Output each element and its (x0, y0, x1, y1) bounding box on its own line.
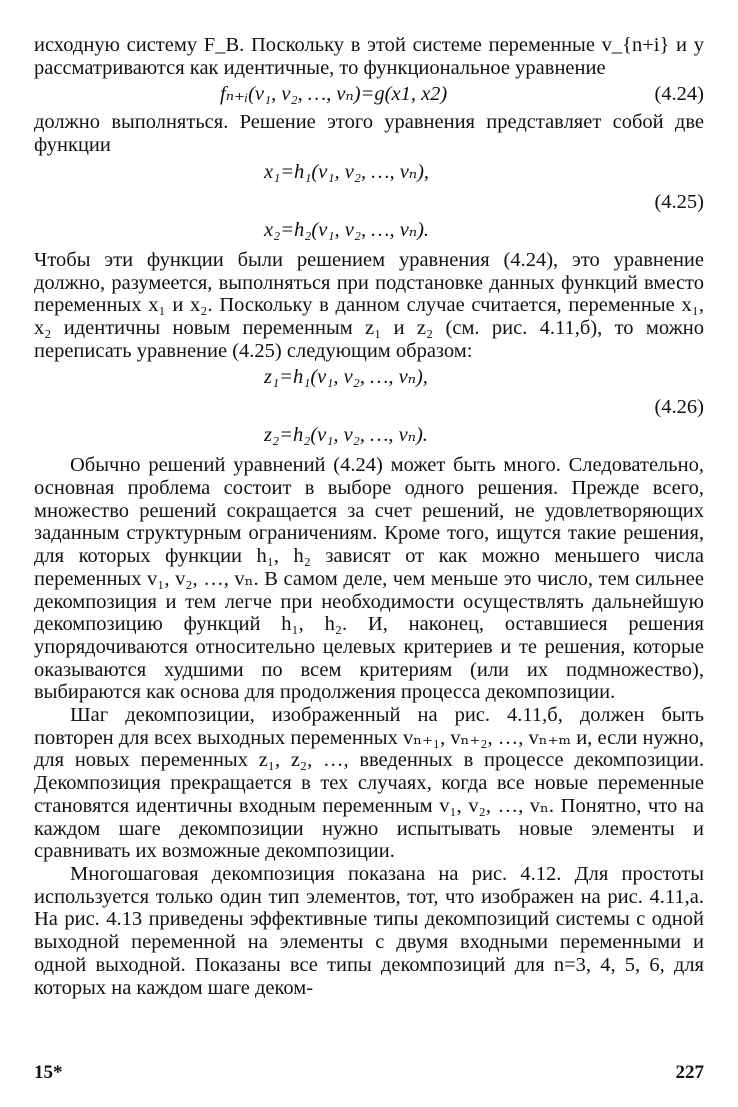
paragraph-1: исходную систему F_B. Поскольку в этой системе переменные v_{n+i} и y рассматриваются как идентичные, то функциональное уравнение (34, 34, 704, 79)
equation-number: (4.26) (654, 396, 704, 419)
paragraph-2: должно выполняться. Решение этого уравнения представляет собой две функции (34, 111, 704, 157)
equation-line-2: z₂=h₂(v₁, v₂, …, vₙ). (264, 424, 428, 447)
page-number: 227 (675, 1062, 704, 1083)
page-body (34, 34, 704, 999)
paragraph-3: Чтобы эти функции были решением уравнения (4.24), это уравнение должно, разумеется, выполняться при подстановке данных функций вместо переменных x₁ и x₂. Поскольку в данном случае считается, переменные x₁, x₂ идентичны новым переменным z₁ и z₂ (см. рис. 4.11,б), то можно переписать уравнение (4.25) следующим образом: (34, 248, 704, 362)
equation-line-1: x₁=h₁(v₁, v₂, …, vₙ), (264, 160, 430, 183)
signature-mark: 15* (34, 1062, 63, 1083)
equation-number: (4.25) (654, 190, 704, 213)
equation-line-2: x₂=h₂(v₁, v₂, …, vₙ). (264, 218, 430, 241)
equation-number: (4.24) (654, 83, 704, 106)
paragraph-6: Многошаговая декомпозиция показана на рис. 4.12. Для простоты используется только один тип элементов, тот, что изображен на рис. 4.11,а. На рис. 4.13 приведены эффективные типы декомпозиций системы с одной выходной переменной на элементы с двумя входными переменными и одной выходной. Показаны все типы декомпозиций для n=3, 4, 5, 6, для которых на каждом шаге деком- (34, 862, 704, 999)
equation-4-24 (34, 79, 704, 111)
paragraph-5: Шаг декомпозиции, изображенный на рис. 4.11,б, должен быть повторен для всех выходных переменных vₙ₊₁, vₙ₊₂, …, vₙ₊ₘ и, если нужно, для новых переменных z₁, z₂, …, введенных в процессе декомпозиции. Декомпозиция прекращается в тех случаях, когда все новые переменные становятся идентичны входным переменным v₁, v₂, …, vₙ. Понятно, что на каждом шаге декомпозиции нужно испытывать новые элементы и сравнивать их возможные декомпозиции. (34, 704, 704, 863)
equation-4-25 (34, 157, 704, 249)
equation-line-1: z₁=h₁(v₁, v₂, …, vₙ), (264, 366, 428, 389)
paragraph-4: Обычно решений уравнений (4.24) может быть много. Следовательно, основная проблема состоит в выборе одного решения. Прежде всего, множество решений сокращается за счет решений, не удовлетворяющих заданным структурным ограничениям. Кроме того, ищутся такие решения, для которых функции h₁, h₂ зависят от как можно меньшего числа переменных v₁, v₂, …, vₙ. В самом деле, чем меньше это число, тем сильнее декомпозиция и тем легче при необходимости осуществлять дальнейшую декомпозицию функций h₁, h₂. И, наконец, оставшиеся решения упорядочиваются относительно целевых критериев и те решения, которые оказываются худшими по всем критериям (или их подмножество), выбираются как основа для продолжения процесса декомпозиции. (34, 454, 704, 704)
equation-formula: fₙ₊ᵢ(v₁, v₂, …, vₙ)=g(x1, x2) (220, 83, 448, 106)
equation-4-26 (34, 362, 704, 454)
